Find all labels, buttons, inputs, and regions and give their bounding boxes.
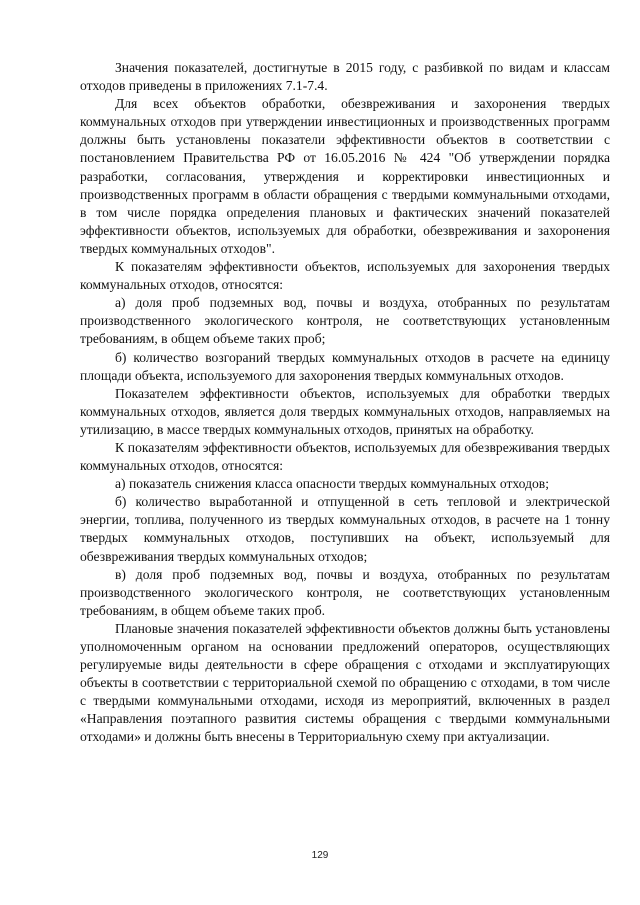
paragraph-neutralization-indicators-intro: К показателям эффективности объектов, используемых для обезвреживания твердых коммунальных отходов, относятся:	[80, 439, 610, 474]
list-item-burial-a: а) доля проб подземных вод, почвы и воздуха, отобранных по результатам производственного экологического контроля, не соответствующих установленным требованиям, в общем объеме таких проб;	[80, 295, 610, 347]
paragraph-burial-indicators-intro: К показателям эффективности объектов, используемых для захоронения твердых коммунальных отходов, относятся:	[80, 259, 610, 293]
paragraph-achieved-values: Значения показателей, достигнутые в 2015 году, с разбивкой по видам и классам отходов приведены в приложениях 7.1-7.4.	[80, 60, 610, 94]
list-item-burial-b: б) количество возгораний твердых коммунальных отходов в расчете на единицу площади объекта, используемого для захоронения твердых коммунальных отходов.	[80, 349, 610, 383]
page-number: 129	[311, 850, 329, 861]
list-item-neutralization-a: а) показатель снижения класса опасности твердых коммунальных отходов;	[115, 476, 549, 492]
paragraph-planned-values: Плановые значения показателей эффективности объектов должны быть установлены уполномоченным органом на основании предложений операторов, осуществляющих регулируемые виды деятельности в сфере обращения с отходами и эксплуатирующих объекты в соответствии с территориальной схемой по обращению с отходами, в том числе с твердыми коммунальными отходами, исходя из мероприятий, включенных в раздел «Направления поэтапного развития системы обращения с твердыми коммунальными отходами» и должны быть внесены в Территориальную схему при актуализации.	[80, 620, 610, 745]
list-item-neutralization-c: в) доля проб подземных вод, почвы и воздуха, отобранных по результатам производственного экологического контроля, не соответствующих установленным требованиям, в общем объеме таких проб.	[80, 566, 610, 618]
page-body	[80, 59, 610, 747]
paragraph-processing-indicator: Показателем эффективности объектов, используемых для обработки твердых коммунальных отходов, является доля твердых коммунальных отходов, направляемых на утилизацию, в массе твердых коммунальных отходов, принятых на обработку.	[80, 385, 610, 437]
list-item-neutralization-b: б) количество выработанной и отпущенной в сеть тепловой и электрической энергии, топлива, полученного из твердых коммунальных отходов, в расчете на 1 тонну твердых коммунальных отходов, поступивших на объект, используемый для обезвреживания твердых коммунальных отходов;	[80, 494, 610, 564]
paragraph-efficiency-indicators-requirement: Для всех объектов обработки, обезвреживания и захоронения твердых коммунальных отходов при утверждении инвестиционных и производственных программ должны быть установлены показатели эффективности объектов в соответствии с постановлением Правительства РФ от 16.05.2016 № 424 "Об утверждении порядка разработки, согласования, утверждения и корректировки инвестиционных и производственных программ в области обращения с твердыми коммунальными отходами, в том числе порядка определения плановых и фактических значений показателей эффективности объектов, используемых для обработки, обезвреживания и захоронения твердых коммунальных отходов".	[80, 96, 610, 256]
